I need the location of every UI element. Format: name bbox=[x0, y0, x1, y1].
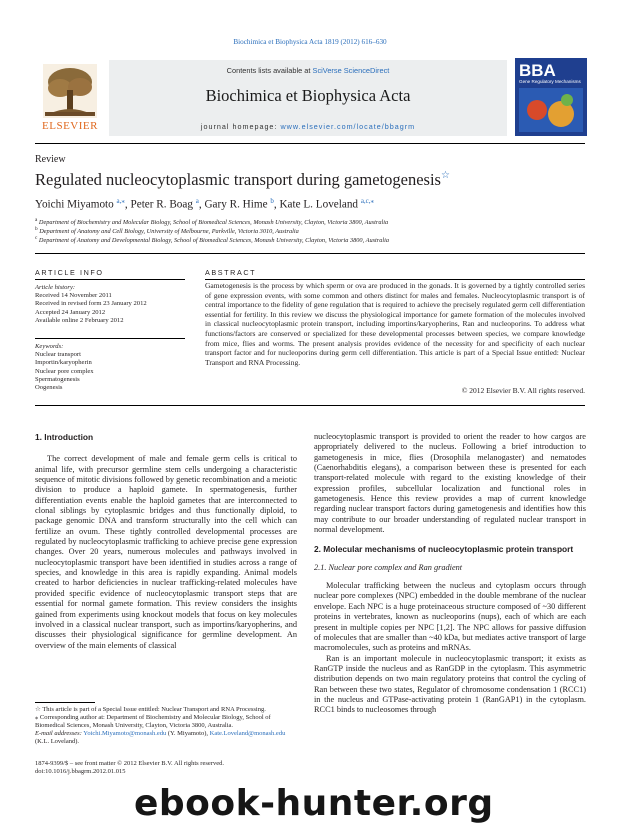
body-paragraph: Molecular trafficking between the nucleus and cytoplasm occurs through nuclear pore complexes (NPC) embedded in the double membrane of the nuclear envelope. Each NPC is a huge proteinaceous structure composed of ~30 different proteins in vertebrates, known as nucleoporins (nups), each of which are each present in multiple copies per NPC [1,2]. The NPC allows for passive diffusion of molecules that are smaller than ~40 kDa, but mediates active transport of large macromolecules, such as proteins and mRNAs. bbox=[314, 581, 586, 653]
doi-link[interactable]: doi:10.1016/j.bbagrm.2012.01.015 bbox=[35, 768, 126, 776]
journal-title: Biochimica et Biophysica Acta bbox=[205, 86, 411, 105]
footnotes bbox=[35, 706, 297, 746]
author-list: Yoichi Miyamoto $^{a,⁎}$, Peter R. Boag $^a$, Gary R. Hime $^b$, Kate L. Loveland $^{a,c,⁎}$ bbox=[35, 197, 375, 211]
article-history: Article history: Received 14 November 2011 Received in revised form 23 January 2012 Accepted 24 January 2012 Available online 2 February 2012 bbox=[35, 284, 147, 324]
cover-title: BBA bbox=[519, 61, 556, 80]
article-title: Regulated nucleocytoplasmic transport during gametogenesis☆ bbox=[35, 170, 450, 189]
footnote-rule bbox=[35, 702, 95, 703]
email-link[interactable]: Yoichi.Miyamoto@monash.edu bbox=[83, 730, 167, 738]
abstract-heading: ABSTRACT bbox=[205, 268, 257, 277]
body-paragraph: Ran is an important molecule in nucleocytoplasmic transport; it exists as RanGTP inside the nucleus and as RanGDP in the cytoplasm. This asymmetric distribution depends on two main regulatory proteins that control the cycling of Ran between these two states, Regulator of chromosome condensation 1 (RCC1) in the nucleus and GTPase-activating protein 1 (RanGAP1) in the cytoplasm. RCC1 binds to nucleosomes through bbox=[314, 653, 586, 715]
title-footnote-mark[interactable]: ☆ bbox=[440, 170, 450, 181]
journal-cover-image bbox=[515, 58, 587, 136]
sciencedirect-link[interactable]: SciVerse ScienceDirect bbox=[312, 66, 390, 75]
author-name: Yoichi Miyamoto bbox=[35, 198, 114, 211]
keywords: Keywords: Nuclear transport Importin/karyopherin Nuclear pore complex Spermatogenesis Oogenesis bbox=[35, 343, 94, 392]
article-type: Review bbox=[35, 154, 66, 165]
contents-line: Contents lists available at SciVerse ScienceDirect bbox=[226, 66, 390, 75]
journal-info-box bbox=[109, 60, 507, 136]
author-name: Peter R. Boag bbox=[130, 198, 193, 211]
abstract-rule bbox=[205, 279, 585, 280]
affiliation: $^a$ Department of Biochemistry and Molecular Biology, School of Biomedical Sciences, Monash University, Clayton, Victoria 3800, Australia bbox=[35, 217, 389, 227]
info-rule bbox=[35, 279, 185, 280]
abstract-copyright: © 2012 Elsevier B.V. All rights reserved. bbox=[461, 386, 585, 395]
header-rule bbox=[35, 143, 585, 144]
journal-homepage: journal homepage: www.elsevier.com/locate/bbagrm bbox=[200, 122, 416, 131]
left-column bbox=[35, 432, 297, 651]
keywords-rule bbox=[35, 338, 185, 339]
elsevier-logo bbox=[35, 60, 105, 136]
affiliation: $^b$ Department of Anatomy and Cell Biology, University of Melbourne, Parkville, Victoria 3010, Australia bbox=[35, 226, 299, 236]
abstract-text: Gametogenesis is the process by which sperm or ova are produced in the gonads. It is governed by a tightly controlled series of gene expression events, with some common and others distinct for males and females. Nucleocytoplasmic transport is of central importance to the fidelity of gene regulation that is required to achieve the precisely regulated germ cell differentiation essential for fertility. In this review we discuss the physiological importance for gamete formation of the molecules involved in classical nucleocytoplasmic protein transport, including importins/karyopherins, Ran and nucleoporins. To address what functions/factors are conserved or specialized for these developmental processes between species, we compare knowledge from mice, flies and worms. The present analysis provides evidence of the necessity for and specificity of each nuclear transport factor and for nucleoporins during germ cell differentiation. This article is part of a Special Issue entitled: Nuclear Transport and RNA Processing. bbox=[205, 281, 585, 367]
journal-citation[interactable]: Biochimica et Biophysica Acta 1819 (2012) 616–630 bbox=[233, 38, 387, 46]
author-name: Kate L. Loveland bbox=[279, 198, 359, 211]
article-info-heading: ARTICLE INFO bbox=[35, 268, 104, 277]
email-line: E-mail addresses: Yoichi.Miyamoto@monash.edu (Y. Miyamoto), Kate.Loveland@monash.edu (K.L. Loveland). bbox=[35, 730, 286, 746]
right-column bbox=[314, 432, 586, 716]
section-2-heading: 2. Molecular mechanisms of nucleocytoplasmic protein transport bbox=[314, 544, 574, 555]
author-name: Gary R. Hime bbox=[204, 198, 268, 211]
intro-paragraph: The correct development of male and female germ cells is critical to animal life, with precursor germline stem cells undergoing a characteristic sequence of mitotic divisions followed by genetic recombination and a meiotic division to produce a haploid gamete. In spermatogenesis, further differentiation events enable the haploid gametes that are interconnected to clonal siblings by cytoplasmic bridges and thus functionally diploid, to package genomic DNA and transform structurally into the cell which can fertilize an ovum. These tightly controlled developmental processes are regulated by nucleocytoplasmic trafficking to achieve precise gene expression changes. Over 20 years, numerous molecules and pathways involved in nucleocytoplasmic transport have been identified in studies across a range of species, and knowledge in this area is rapidly expanding. Animal models created to harbor deficiencies in nuclear trafficking-related molecules have provided specific evidence of nucleocytoplasmic transport steps that are essential for normal gamete formation. This review considers the insights gained from experiments using knockout models that focus on key molecules involved in a classical nuclear transport, such as importins/karyopherins, and discusses their physiological significance for germline development. An overview of the main elements of classical bbox=[35, 454, 297, 650]
watermark: ebook-hunter.org bbox=[134, 783, 494, 824]
corresponding-author-note: ⁎ Corresponding author at: Department of Biochemistry and Molecular Biology, School of Biomedical Sciences, Monash University, Clayton, Victoria 3800, Australia. bbox=[35, 714, 271, 730]
special-issue-note: ☆ This article is part of a Special Issue entitled: Nuclear Transport and RNA Processing. bbox=[35, 706, 266, 713]
elsevier-wordmark: ELSEVIER bbox=[42, 120, 98, 132]
cover-subtitle: Gene Regulatory Mechanisms bbox=[519, 79, 581, 84]
issn-doi: 1874-9399/$ – see front matter © 2012 Elsevier B.V. All rights reserved. doi:10.1016/j.bbagrm.2012.01.015 bbox=[35, 760, 297, 776]
section-2-1-heading: 2.1. Nuclear pore complex and Ran gradient bbox=[314, 562, 463, 572]
affiliation: $^c$ Department of Anatomy and Developmental Biology, School of Biomedical Sciences, Monash University, Clayton, Victoria 3800, Australia bbox=[35, 235, 390, 245]
intro-heading: 1. Introduction bbox=[35, 432, 94, 442]
homepage-link[interactable]: www.elsevier.com/locate/bbagrm bbox=[280, 122, 416, 131]
section-rule bbox=[35, 253, 585, 254]
body-paragraph: nucleocytoplasmic transport is provided to orient the reader to how cargos are appropriately delivered to the nucleus. Following a brief introduction to gametogenesis in mice, flies (Drosophila melanogaster) and nematodes (Caenorhabditis elegans), a comparison between these is presented for each transport-related molecule with regard to the existing knowledge of their expression profiles, subcellular localization and functional roles in gametogenesis. Hence this review provides a map of current knowledge regarding nuclear transport factors during gametogenesis and identifies how this may contribute to our broader understanding of regulated nuclear transport in normal development. bbox=[314, 432, 586, 535]
abstract-bottom-rule bbox=[35, 405, 585, 406]
email-link[interactable]: Kate.Loveland@monash.edu bbox=[209, 730, 286, 738]
journal-header bbox=[35, 60, 585, 136]
